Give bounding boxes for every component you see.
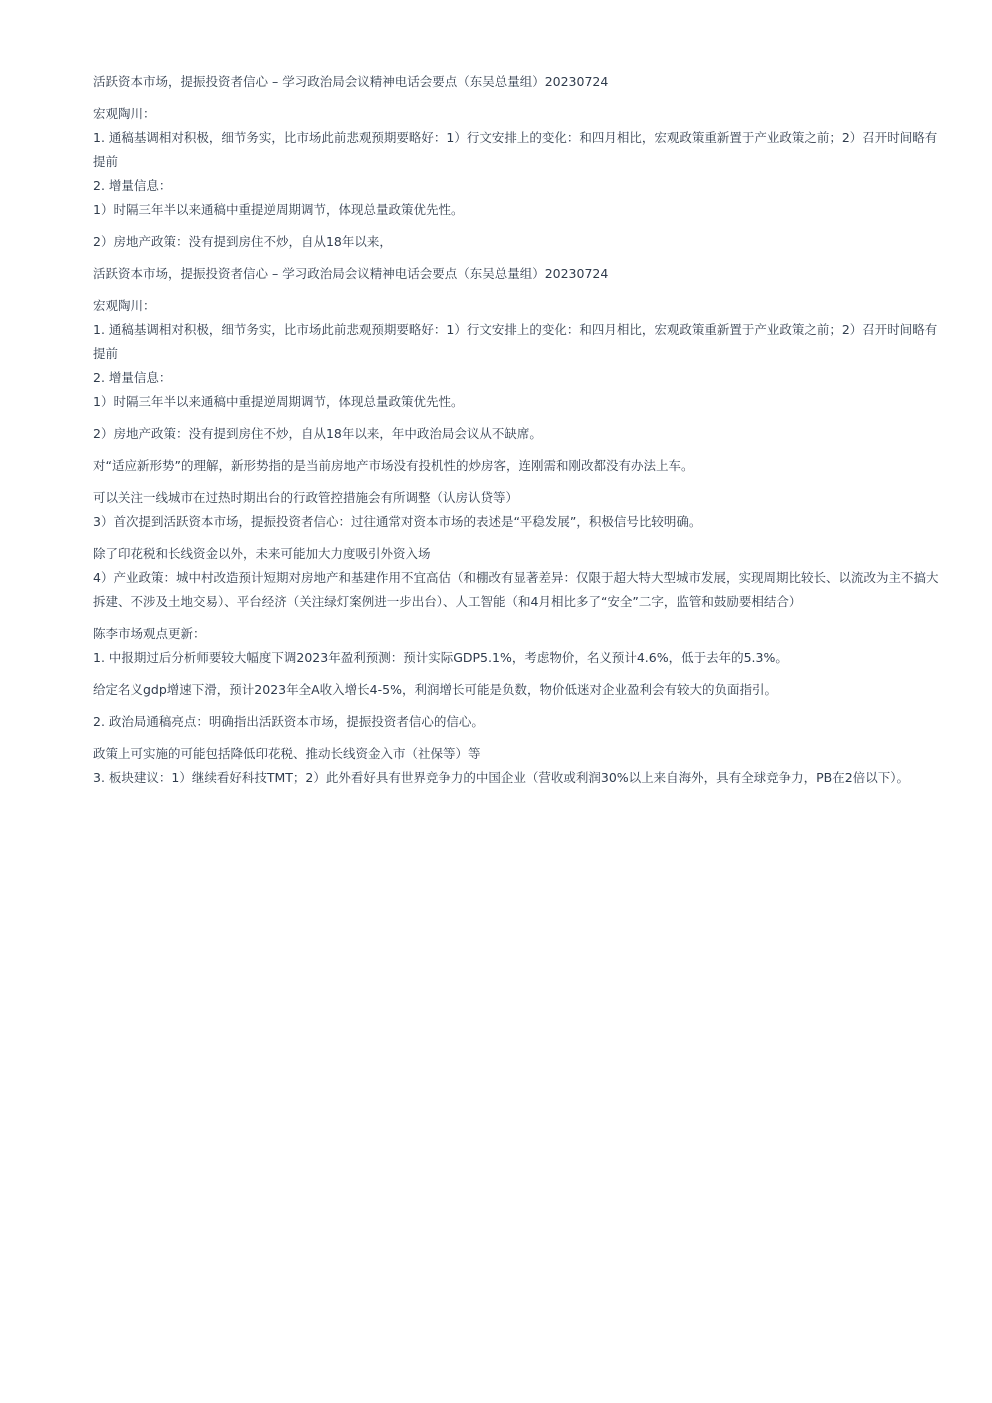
section-heading: 宏观陶川： xyxy=(93,106,156,121)
paragraph: 2）房地产政策：没有提到房住不炒，自从18年以来， xyxy=(93,234,392,249)
paragraph: 1. 中报期过后分析师要较大幅度下调2023年盈利预测：预计实际GDP5.1%，考虑物价，名义预计4.6%，低于去年的5.3%。 xyxy=(93,650,788,665)
paragraph: 1. 通稿基调相对积极，细节务实，比市场此前悲观预期要略好：1）行文安排上的变化：和四月相比，宏观政策重新置于产业政策之前；2）召开时间略有提前 xyxy=(93,130,938,169)
paragraph: 对“适应新形势”的理解，新形势指的是当前房地产市场没有投机性的炒房客，连刚需和刚改都没有办法上车。 xyxy=(93,458,694,473)
paragraph: 1）时隔三年半以来通稿中重提逆周期调节，体现总量政策优先性。 xyxy=(93,394,464,409)
paragraph: 1）时隔三年半以来通稿中重提逆周期调节，体现总量政策优先性。 xyxy=(93,202,464,217)
paragraph: 1. 通稿基调相对积极，细节务实，比市场此前悲观预期要略好：1）行文安排上的变化：和四月相比，宏观政策重新置于产业政策之前；2）召开时间略有提前 xyxy=(93,322,938,361)
paragraph: 可以关注一线城市在过热时期出台的行政管控措施会有所调整（认房认贷等） xyxy=(93,490,519,505)
paragraph: 给定名义gdp增速下滑，预计2023年全A收入增长4-5%，利润增长可能是负数，物价低迷对企业盈利会有较大的负面指引。 xyxy=(93,682,777,697)
paragraph: 3. 板块建议：1）继续看好科技TMT；2）此外看好具有世界竞争力的中国企业（营收或利润30%以上来自海外，具有全球竞争力，PB在2倍以下）。 xyxy=(93,770,909,785)
paragraph: 2. 政治局通稿亮点：明确指出活跃资本市场，提振投资者信心的信心。 xyxy=(93,714,484,729)
document-body xyxy=(93,70,939,790)
paragraph: 4）产业政策：城中村改造预计短期对房地产和基建作用不宜高估（和棚改有显著差异：仅限于超大特大型城市发展，实现周期比较长、以流改为主不搞大拆建、不涉及土地交易）、平台经济（关注绿灯案例进一步出台）、人工智能（和4月相比多了“安全”二字，监管和鼓励要相结合） xyxy=(93,570,939,609)
paragraph: 除了印花税和长线资金以外，未来可能加大力度吸引外资入场 xyxy=(93,546,431,561)
section-heading: 陈李市场观点更新： xyxy=(93,626,206,641)
doc-title-repeat: 活跃资本市场，提振投资者信心 – 学习政治局会议精神电话会要点（东吴总量组）20230724 xyxy=(93,266,609,281)
paragraph: 2. 增量信息： xyxy=(93,370,172,385)
paragraph: 2）房地产政策：没有提到房住不炒，自从18年以来，年中政治局会议从不缺席。 xyxy=(93,426,542,441)
paragraph: 3）首次提到活跃资本市场，提振投资者信心：过往通常对资本市场的表述是“平稳发展”，积极信号比较明确。 xyxy=(93,514,702,529)
section-heading: 宏观陶川： xyxy=(93,298,156,313)
doc-title: 活跃资本市场，提振投资者信心 – 学习政治局会议精神电话会要点（东吴总量组）20230724 xyxy=(93,74,609,89)
paragraph: 2. 增量信息： xyxy=(93,178,172,193)
paragraph: 政策上可实施的可能包括降低印花税、推动长线资金入市（社保等）等 xyxy=(93,746,481,761)
